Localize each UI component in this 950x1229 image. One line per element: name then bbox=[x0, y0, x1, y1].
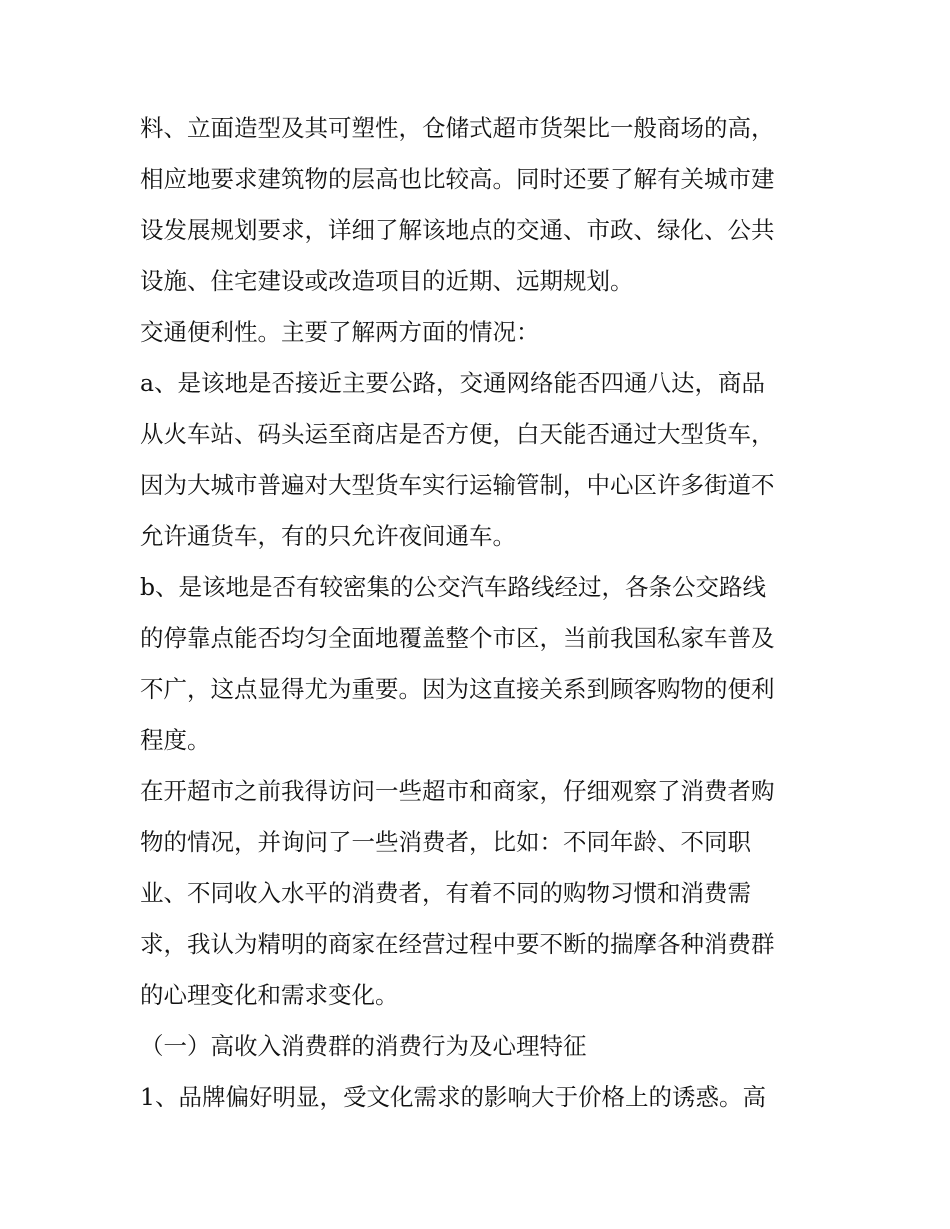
text-line: 设施、住宅建设或改造项目的近期、远期规划。 bbox=[140, 267, 634, 295]
text-line: 相应地要求建筑物的层高也比较高。同时还要了解有关城市建 bbox=[140, 165, 775, 193]
text-line: b、是该地是否有较密集的公交汽车路线经过，各条公交路线 bbox=[140, 573, 767, 601]
section-heading: （一）高收入消费群的消费行为及心理特征 bbox=[140, 1032, 587, 1060]
text-line: 允许通货车，有的只允许夜间通车。 bbox=[140, 522, 516, 550]
text-line: 因为大城市普遍对大型货车实行运输管制，中心区许多街道不 bbox=[140, 471, 775, 499]
text-line: 的停靠点能否均匀全面地覆盖整个市区，当前我国私家车普及 bbox=[140, 624, 775, 652]
text-line: 求，我认为精明的商家在经营过程中要不断的揣摩各种消费群 bbox=[140, 930, 775, 958]
text-line: 1、品牌偏好明显，受文化需求的影响大于价格上的诱惑。高 bbox=[140, 1083, 766, 1111]
text-line: 的心理变化和需求变化。 bbox=[140, 981, 399, 1009]
body-text bbox=[140, 103, 820, 1123]
text-line: 程度。 bbox=[140, 726, 211, 754]
text-line: 业、不同收入水平的消费者，有着不同的购物习惯和消费需 bbox=[140, 879, 751, 907]
text-line: 交通便利性。主要了解两方面的情况： bbox=[140, 318, 540, 346]
text-line: 设发展规划要求，详细了解该地点的交通、市政、绿化、公共 bbox=[140, 216, 775, 244]
text-line: 料、立面造型及其可塑性，仓储式超市货架比一般商场的高， bbox=[140, 114, 775, 142]
text-line: 从火车站、码头运至商店是否方便，白天能否通过大型货车， bbox=[140, 420, 775, 448]
text-line: a、是该地是否接近主要公路，交通网络能否四通八达，商品 bbox=[140, 369, 766, 397]
text-line: 物的情况，并询问了一些消费者，比如：不同年龄、不同职 bbox=[140, 828, 751, 856]
text-line: 在开超市之前我得访问一些超市和商家，仔细观察了消费者购 bbox=[140, 777, 775, 805]
text-line: 不广，这点显得尤为重要。因为这直接关系到顾客购物的便利 bbox=[140, 675, 775, 703]
